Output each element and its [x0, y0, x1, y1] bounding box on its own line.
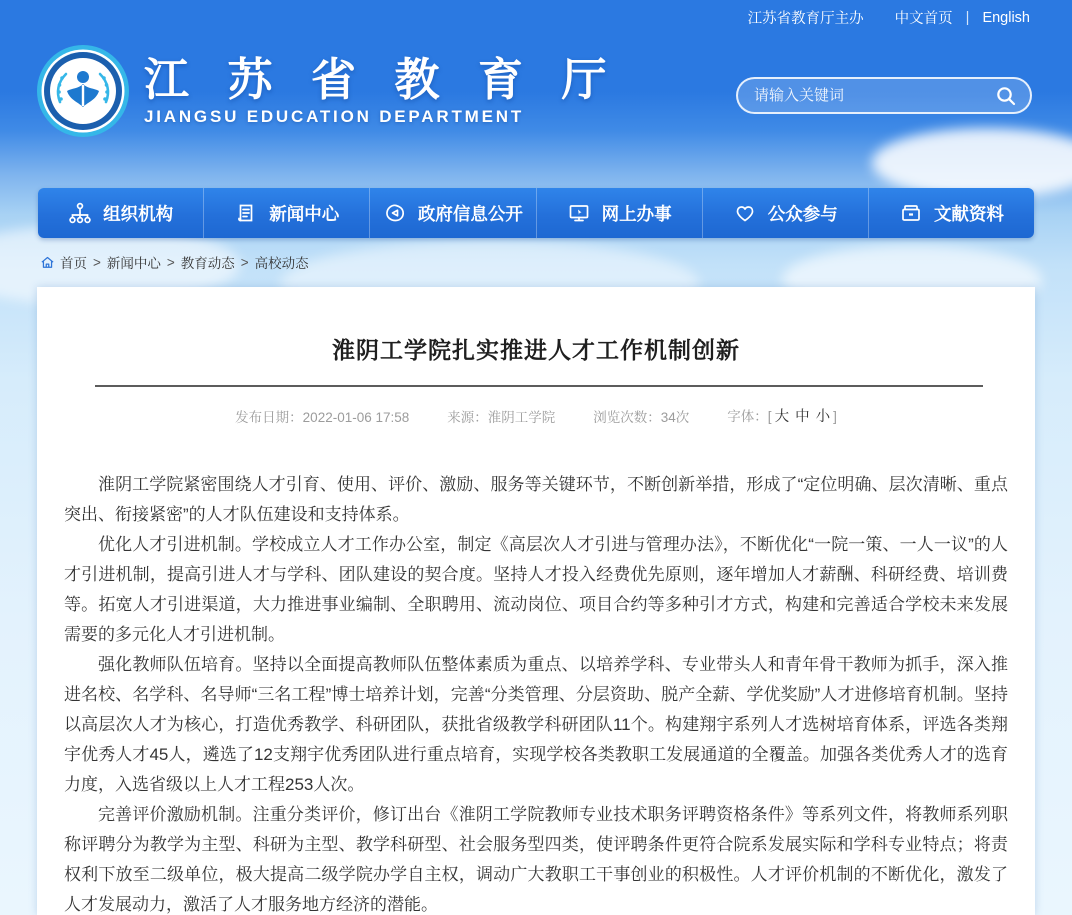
site-logo[interactable] [36, 44, 620, 138]
font-size-medium-button[interactable]: 中 [795, 409, 810, 425]
archive-icon [899, 201, 923, 225]
view-count: 浏览次数：34次 [593, 409, 690, 425]
breadcrumb-item-news-center[interactable]: 新闻中心 [106, 256, 161, 271]
english-link[interactable]: English [982, 9, 1030, 26]
article-body [64, 470, 1008, 915]
article-paragraph: 淮阴工学院紧密围绕人才引育、使用、评价、激励、服务等关键环节，不断创新举措，形成了“定位明确、层次清晰、重点突出、衔接紧密”的人才队伍建设和支持体系。 [64, 475, 1008, 524]
org-chart-icon [68, 201, 92, 225]
breadcrumb-item-home[interactable]: 首页 [60, 256, 87, 271]
article-title: 淮阴工学院扎实推进人才工作机制创新 [332, 337, 740, 363]
education-department-emblem-icon [36, 44, 130, 138]
search-button[interactable] [992, 82, 1020, 110]
online-service-icon [567, 201, 591, 225]
article-paragraph: 强化教师队伍培育。坚持以全面提高教师队伍整体素质为重点、以培养学科、专业带头人和青年骨干教师为抓手，深入推进名校、名学科、名导师“三名工程”博士培养计划，完善“分类管理、分层资助、脱产全薪、学优奖励”人才进修培育机制。坚持以高层次人才为核心，打造优秀教学、科研团队，获批省级教学科研团队11个。构建翔宇系列人才选树培育体系，评选各类翔宇优秀人才45人，遴选了12支翔宇优秀团队进行重点培育，实现学校各类教职工发展通道的全覆盖。加强各类优秀人才的选育力度，入选省级以上人才工程253人次。 [64, 655, 1008, 794]
nav-item-documents[interactable] [869, 188, 1034, 238]
article-source: 来源：淮阴工学院 [447, 409, 556, 425]
article-meta [37, 405, 1035, 426]
main-nav [38, 188, 1034, 238]
home-icon [40, 255, 55, 270]
nav-item-news-center[interactable] [204, 188, 370, 238]
search-icon [994, 84, 1018, 108]
news-icon [234, 201, 258, 225]
nav-label: 公众参与 [767, 203, 838, 224]
site-titles [144, 55, 620, 128]
nav-label: 文献资料 [933, 203, 1004, 224]
publish-date: 发布日期：2022-01-06 17:58 [235, 409, 410, 425]
nav-item-online-services[interactable] [537, 188, 703, 238]
heart-icon [733, 201, 757, 225]
topbar-divider: | [965, 9, 970, 26]
nav-label: 网上办事 [601, 203, 672, 224]
nav-item-public-participation[interactable] [703, 188, 869, 238]
nav-item-organization[interactable] [38, 188, 204, 238]
breadcrumb-separator: > [240, 254, 249, 270]
breadcrumb-item-education-news[interactable]: 教育动态 [180, 256, 235, 271]
article-paragraph: 优化人才引进机制。学校成立人才工作办公室，制定《高层次人才引进与管理办法》，不断优化“一院一策、一人一议”的人才引进机制，提高引进人才与学科、团队建设的契合度。坚持人才投入经费优先原则，逐年增加人才薪酬、科研经费、培训费等。拓宽人才引进渠道，大力推进事业编制、全职聘用、流动岗位、项目合约等多种引才方式，构建和完善适合学校未来发展需要的多元化人才引进机制。 [64, 535, 1008, 644]
chinese-home-link[interactable]: 中文首页 [894, 11, 953, 27]
breadcrumb-item-university-news[interactable]: 高校动态 [254, 256, 309, 271]
breadcrumb-separator: > [166, 254, 175, 270]
font-size-control: 字体：[ 大 中 小 ] [727, 409, 837, 425]
search-input[interactable] [754, 87, 992, 104]
info-disclosure-icon [383, 201, 407, 225]
nav-label: 新闻中心 [269, 203, 340, 224]
topbar [748, 7, 1030, 28]
host-link[interactable]: 江苏省教育厅主办 [747, 11, 864, 27]
article-paragraph: 完善评价激励机制。注重分类评价，修订出台《淮阴工学院教师专业技术职务评聘资格条件》等系列文件，将教师系列职称评聘分为教学为主型、科研为主型、教学科研型、社会服务型四类，使评聘条件更符合院系发展实际和学科专业特点；将责权利下放至二级单位，极大提高二级学院办学自主权，调动广大教职工干事创业的积极性。人才评价机制的不断优化，激发了人才发展动力，激活了人才服务地方经济的潜能。 [64, 805, 1008, 914]
breadcrumb [40, 252, 309, 272]
site-subtitle: JIANGSU EDUCATION DEPARTMENT [144, 107, 525, 127]
font-size-large-button[interactable]: 大 [774, 409, 790, 425]
nav-label: 政府信息公开 [417, 203, 523, 224]
nav-label: 组织机构 [103, 203, 174, 224]
breadcrumb-separator: > [93, 254, 101, 270]
search-bar [736, 77, 1032, 114]
article-panel [37, 287, 1035, 915]
font-size-small-button[interactable]: 小 [815, 409, 831, 425]
nav-item-gov-info-disclosure[interactable] [370, 188, 536, 238]
site-title: 江 苏 省 教 育 厅 [144, 53, 620, 105]
title-divider [95, 385, 983, 387]
